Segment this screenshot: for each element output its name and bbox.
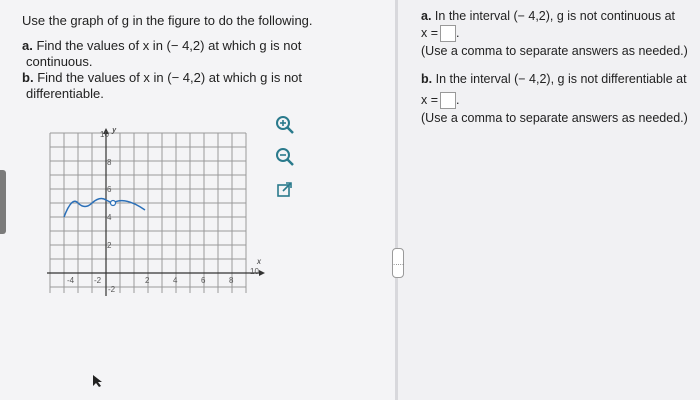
part-a-letter: a.: [22, 38, 33, 53]
question-part-a: [22, 38, 301, 54]
answer-a-prefix: x =: [421, 26, 439, 40]
part-a-continuation: continuous.: [26, 54, 93, 69]
zoom-in-icon[interactable]: [275, 115, 295, 135]
curve-g-right: [113, 201, 145, 210]
zoom-out-icon[interactable]: [275, 147, 295, 167]
part-a-text: Find the values of x in (− 4,2) at which g is not: [36, 38, 302, 53]
part-b-text: Find the values of x in (− 4,2) at which g is not: [37, 70, 303, 85]
answer-a-input[interactable]: [440, 25, 456, 42]
question-intro: Use the graph of g in the figure to do the following.: [22, 13, 313, 28]
x-tick-labels: [67, 267, 259, 285]
y-axis-label: y: [112, 128, 117, 134]
x-tick: 10: [250, 267, 259, 276]
x-tick: 4: [173, 276, 178, 285]
answer-b-prompt: [421, 71, 687, 87]
period: .: [456, 93, 460, 107]
y-tick: -2: [108, 285, 116, 294]
y-tick-labels: [100, 130, 116, 294]
answer-b-text: In the interval (− 4,2), g is not differentiable at: [435, 72, 687, 86]
answer-b-row: [421, 92, 460, 109]
mouse-cursor-icon: [92, 374, 104, 393]
question-part-b: [22, 70, 302, 86]
answer-b-prefix: x =: [421, 93, 439, 107]
part-b-continuation: differentiable.: [26, 86, 104, 101]
period: .: [456, 26, 460, 40]
y-tick: 10: [100, 130, 109, 139]
answer-b-letter: b.: [421, 72, 433, 86]
x-tick: 6: [201, 276, 206, 285]
answer-a-note: (Use a comma to separate answers as needed.): [421, 44, 688, 58]
x-axis-label: x: [257, 257, 261, 266]
y-tick: 8: [107, 158, 112, 167]
answer-pane: [398, 0, 700, 400]
x-tick: -4: [67, 276, 75, 285]
left-scroll-handle[interactable]: [0, 170, 6, 234]
graph-grid: [50, 133, 246, 293]
answer-b-input[interactable]: [440, 92, 456, 109]
open-point: [111, 201, 116, 206]
y-tick: 6: [107, 185, 112, 194]
x-tick: 8: [229, 276, 234, 285]
x-tick: 2: [145, 276, 150, 285]
divider-drag-handle[interactable]: .....: [392, 248, 404, 278]
function-graph: [45, 128, 275, 298]
y-tick: 2: [107, 241, 112, 250]
answer-a-row: [421, 25, 460, 42]
x-axis-arrow: [259, 270, 265, 276]
answer-a-prompt: [421, 8, 675, 24]
answer-a-letter: a.: [421, 9, 432, 23]
open-external-icon[interactable]: [275, 180, 295, 200]
y-tick: 4: [107, 213, 112, 222]
answer-a-text: In the interval (− 4,2), g is not continuous at: [434, 9, 675, 23]
answer-b-note: (Use a comma to separate answers as needed.): [421, 111, 688, 125]
x-tick: -2: [94, 276, 102, 285]
part-b-letter: b.: [22, 70, 34, 85]
